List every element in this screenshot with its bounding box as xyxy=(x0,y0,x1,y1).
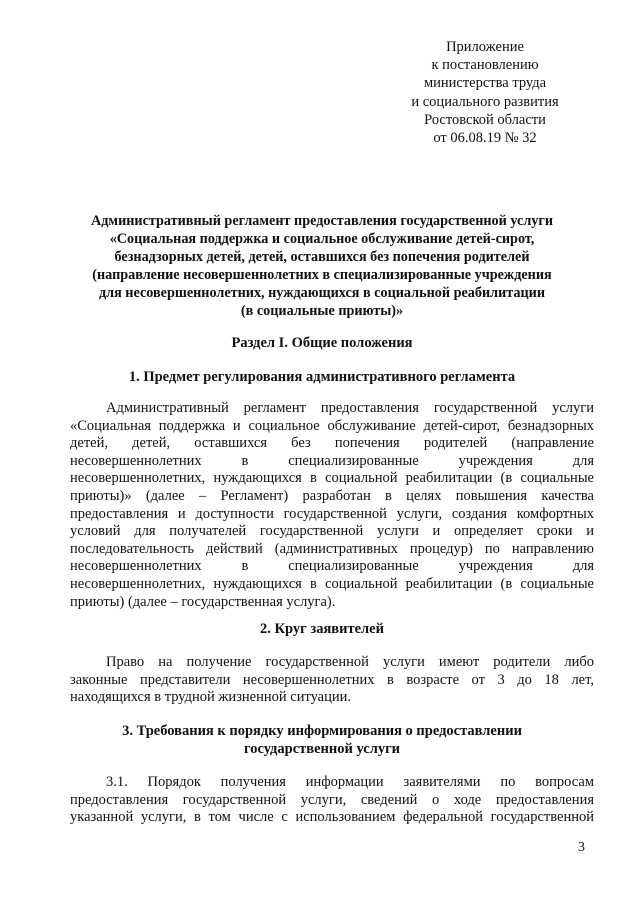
paragraph-line: несовершеннолетних в специализированные учреждения для xyxy=(70,452,594,469)
paragraph-line: условий для получателей государственной услуги и определяет сроки и xyxy=(70,523,594,540)
title-line: для несовершеннолетних, нуждающихся в социальной реабилитации xyxy=(98,285,546,301)
title-line: «Социальная поддержка и социальное обслуживание детей-сирот, xyxy=(109,231,535,247)
paragraph-line: Административный регламент предоставления государственной услуги xyxy=(106,400,594,416)
appendix-line: к постановлению xyxy=(431,57,539,74)
paragraph-line: указанной услуги, в том числе с использованием федеральной государственной xyxy=(70,809,594,826)
title-line: (в социальные приюты)» xyxy=(240,303,404,319)
paragraph-line: законные представители несовершеннолетних в возрасте от 3 до 18 лет, xyxy=(70,671,594,688)
paragraph-line: детей, детей, оставшихся без попечения родителей (направление xyxy=(70,435,594,452)
paragraph-line: предоставления государственной услуги, сведений о ходе предоставления xyxy=(70,791,594,808)
paragraph-line: последовательность действий (административных процедур) по направлению xyxy=(70,540,594,557)
page-number: 3 xyxy=(578,840,585,855)
paragraph-2 xyxy=(70,654,594,707)
paragraph-3 xyxy=(70,774,594,827)
section-heading-text: Раздел I. Общие положения xyxy=(231,335,413,351)
title-line: (направление несовершеннолетних в специализированные учреждения xyxy=(92,267,552,283)
section-heading xyxy=(62,334,582,352)
document-title xyxy=(62,212,582,320)
paragraph-line: находящихся в трудной жизненной ситуации. xyxy=(70,689,352,706)
appendix-block xyxy=(380,38,590,147)
appendix-line: Ростовской области xyxy=(424,111,546,128)
subsection-2-heading-text: 2. Круг заявителей xyxy=(260,621,384,637)
paragraph-1 xyxy=(70,400,594,611)
subsection-1-heading xyxy=(62,368,582,386)
paragraph-line: приюты)» (далее – Регламент) разработан в целях повышения качества xyxy=(70,487,594,504)
appendix-line: и социального развития xyxy=(411,93,559,110)
subsection-2-heading xyxy=(62,620,582,638)
paragraph-line: «Социальная поддержка и социальное обслуживание детей-сирот, безнадзорных xyxy=(70,417,594,434)
paragraph-line: несовершеннолетних в специализированные учреждения для xyxy=(70,558,594,575)
paragraph-line: приюты) (далее – государственная услуга). xyxy=(70,593,336,610)
appendix-line: Приложение xyxy=(446,39,524,55)
paragraph-line: несовершеннолетних, нуждающихся в социальной реабилитации (в социальные xyxy=(70,470,594,487)
subsection-3-heading-text: 3. Требования к порядку информирования о предоставлении xyxy=(122,723,522,739)
title-line: безнадзорных детей, детей, оставшихся без попечения родителей xyxy=(114,249,530,265)
subsection-1-heading-text: 1. Предмет регулирования административного регламента xyxy=(128,369,516,385)
appendix-line: министерства труда xyxy=(423,75,547,92)
subsection-3-heading xyxy=(62,722,582,758)
paragraph-line: 3.1. Порядок получения информации заявителями по вопросам xyxy=(106,774,594,790)
paragraph-line: несовершеннолетних, нуждающихся в социальной реабилитации (в социальные xyxy=(70,575,594,592)
title-line: Административный регламент предоставления государственной услуги xyxy=(90,213,553,229)
subsection-3-heading-text: государственной услуги xyxy=(243,741,401,757)
appendix-line: от 06.08.19 № 32 xyxy=(433,130,537,147)
paragraph-line: предоставления и доступности государственной услуги, создания комфортных xyxy=(70,505,594,522)
paragraph-line: Право на получение государственной услуги имеют родители либо xyxy=(106,654,594,670)
